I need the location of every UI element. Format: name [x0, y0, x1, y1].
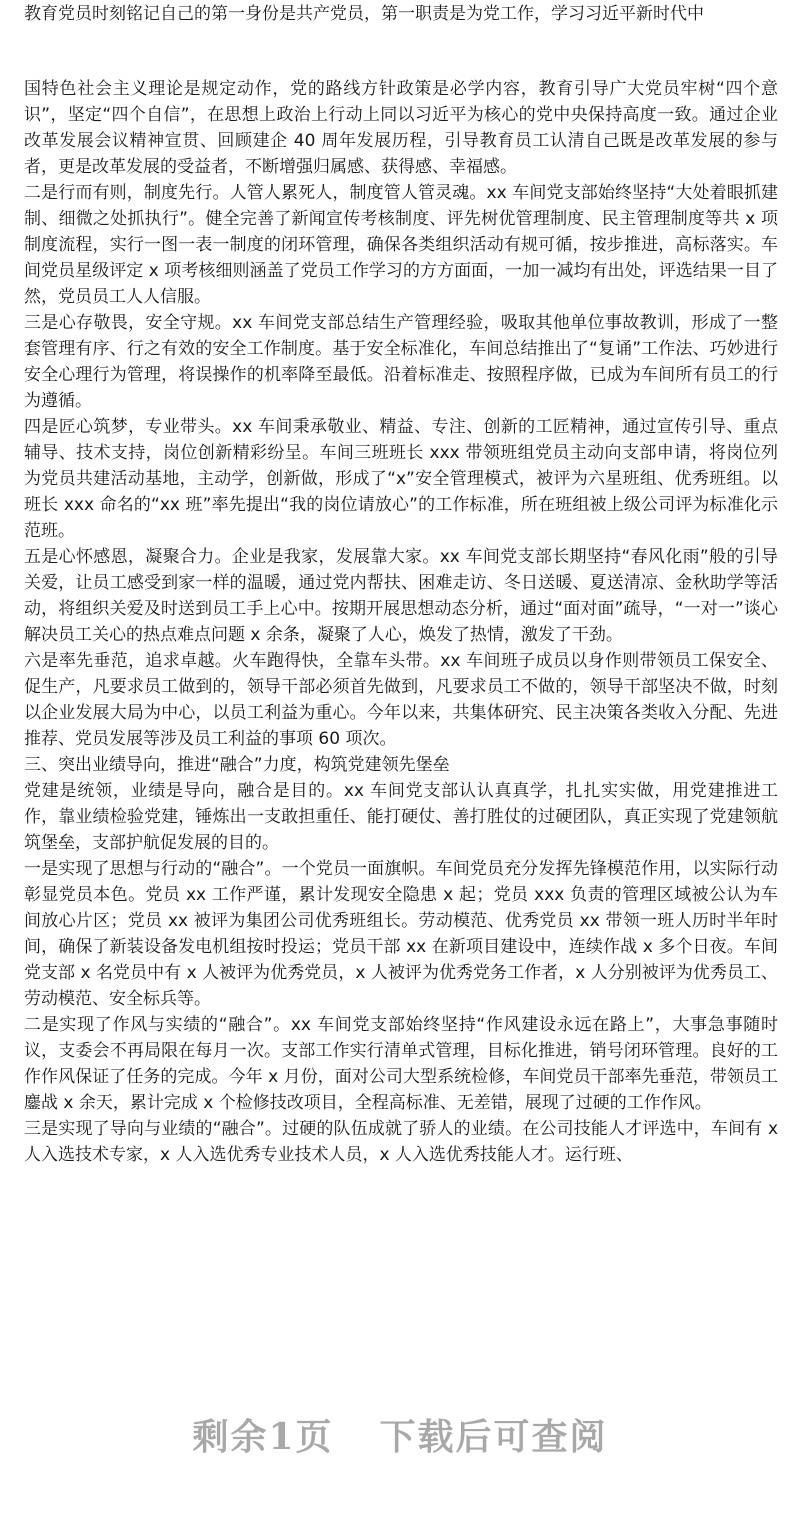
download-hint-label[interactable]: 下载后可查阅 — [379, 1416, 608, 1458]
paragraph: 二是行而有则，制度先行。人管人累死人，制度管人管灵魂。xx 车间党支部始终坚持“大处着眼抓建制、细微之处抓执行”。健全完善了新闻宣传考核制度、评先树优管理制度、民主管理制度等共 x 项制度流程，实行一图一表一制度的闭环管理，确保各类组织活动有规可循，按步推进，高标落实。车间党员星级评定 x 项考核细则涵盖了党员工作学习的方方面面，一加一减均有出处，评选结果一目了然，党员员工人人信服。 — [24, 183, 778, 307]
paragraph: 六是率先垂范，追求卓越。火车跑得快，全靠车头带。xx 车间班子成员以身作则带领员工保安全、促生产，凡要求员工做到的，领导干部必须首先做到，凡要求员工不做的，领导干部坚决不做，时刻以企业发展大局为中心，以员工利益为重心。今年以来，共集体研究、民主决策各类收入分配、先进推荐、党员发展等涉及员工利益的事项 60 项次。 — [24, 651, 778, 749]
remaining-pages-label[interactable]: 剩余1页 — [192, 1416, 334, 1458]
paragraph: 三是实现了导向与业绩的“融合”。过硬的队伍成就了骄人的业绩。在公司技能人才评选中，车间有 x 人入选技术专家，x 人入选优秀专业技术人员，x 人入选优秀技能人才。运行班、 — [24, 1119, 778, 1165]
document-top-line: 教育党员时刻铭记自己的第一身份是共产党员，第一职责是为党工作，学习习近平新时代中 — [24, 4, 704, 24]
paragraph: 国特色社会主义理论是规定动作，党的路线方针政策是必学内容，教育引导广大党员牢树“四个意识”，坚定“四个自信”，在思想上政治上行动上同以习近平为核心的党中央保持高度一致。通过企业改革发展会议精神宣贯、回顾建企 40 周年发展历程，引导教育员工认清自己既是改革发展的参与者，更是改革发展的受益者，不断增强归属感、获得感、幸福感。 — [24, 79, 778, 177]
paragraph: 党建是统领，业绩是导向，融合是目的。xx 车间党支部认认真真学，扎扎实实做，用党建推进工作，靠业绩检验党建，锤炼出一支敢担重任、能打硬仗、善打胜仗的过硬团队，真正实现了党建领航筑堡垒，支部护航促发展的目的。 — [24, 781, 778, 853]
section-heading: 三、突出业绩导向，推进“融合”力度，构筑党建领先堡垒 — [24, 755, 450, 775]
document-body — [24, 76, 778, 1168]
paragraph: 五是心怀感恩，凝聚合力。企业是我家，发展靠大家。xx 车间党支部长期坚持“春风化雨”般的引导关爱，让员工感受到家一样的温暖，通过党内帮扶、困难走访、冬日送暖、夏送清凉、金秋助学等活动，将组织关爱及时送到员工手上心中。按期开展思想动态分析，通过“面对面”疏导，“一对一”谈心解决员工关心的热点难点问题 x 余条，凝聚了人心，焕发了热情，激发了干劲。 — [24, 547, 778, 645]
paragraph: 一是实现了思想与行动的“融合”。一个党员一面旗帜。车间党员充分发挥先锋模范作用，以实际行动彰显党员本色。党员 xx 工作严谨，累计发现安全隐患 x 起；党员 xxx 负责的管理区域被公认为车间放心片区；党员 xx 被评为集团公司优秀班组长。劳动模范、优秀党员 xx 带领一班人历时半年时间，确保了新装设备发电机组按时投运；党员干部 xx 在新项目建设中，连续作战 x 多个日夜。车间党支部 x 名党员中有 x 人被评为优秀党员，x 人被评为优秀党务工作者，x 人分别被评为优秀员工、劳动模范、安全标兵等。 — [24, 859, 778, 1009]
paragraph: 四是匠心筑梦，专业带头。xx 车间秉承敬业、精益、专注、创新的工匠精神，通过宣传引导、重点辅导、技术支持，岗位创新精彩纷呈。车间三班班长 xxx 带领班组党员主动向支部申请，将岗位列为党员共建活动基地，主动学，创新做，形成了“x”安全管理模式，被评为六星班组、优秀班组。以班长 xxx 命名的“xx 班”率先提出“我的岗位请放心”的工作标准，所在班组被上级公司评为标准化示范班。 — [24, 417, 778, 541]
download-prompt[interactable] — [0, 1414, 800, 1460]
paragraph: 二是实现了作风与实绩的“融合”。xx 车间党支部始终坚持“作风建设永远在路上”，大事急事随时议，支委会不再局限在每月一次。支部工作实行清单式管理，目标化推进，销号闭环管理。良好的工作作风保证了任务的完成。今年 x 月份，面对公司大型系统检修，车间党员干部率先垂范，带领员工鏖战 x 余天，累计完成 x 个检修技改项目，全程高标准、无差错，展现了过硬的工作作风。 — [24, 1015, 778, 1113]
paragraph: 三是心存敬畏，安全守规。xx 车间党支部总结生产管理经验，吸取其他单位事故教训，形成了一整套管理有序、行之有效的安全工作制度。基于安全标准化，车间总结推出了“复诵”工作法、巧妙进行安全心理行为管理，将误操作的机率降至最低。沿着标准走、按照程序做，已成为车间所有员工的行为遵循。 — [24, 313, 778, 411]
